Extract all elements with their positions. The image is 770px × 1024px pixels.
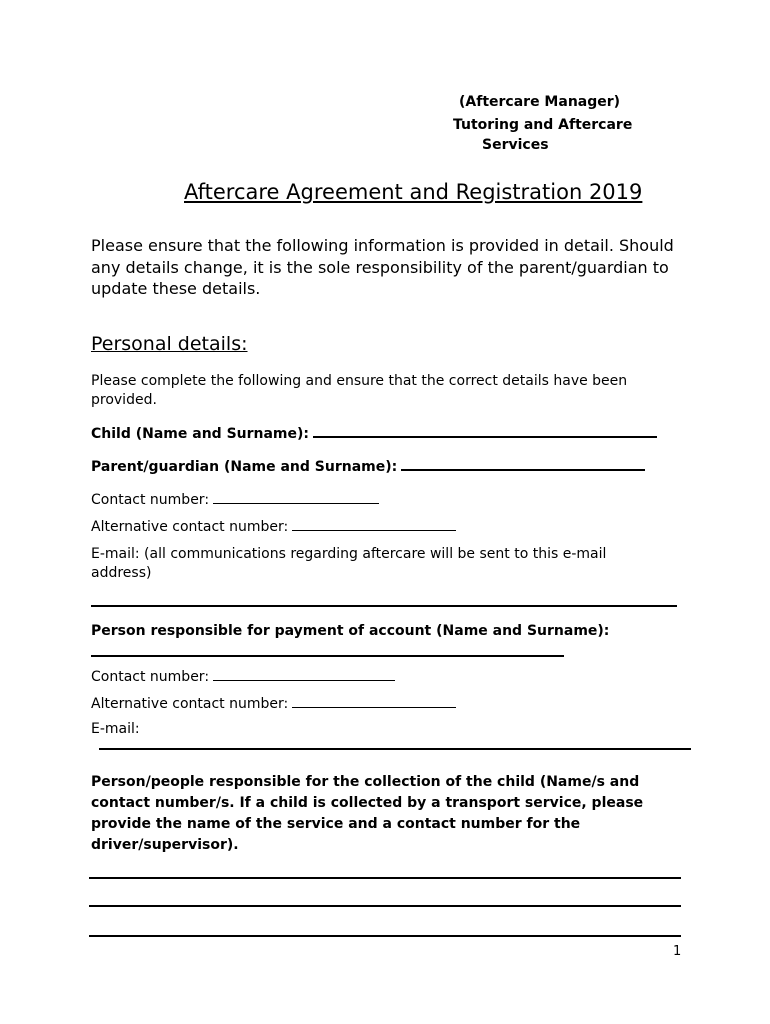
contact-row [91, 490, 379, 508]
collection-line-2[interactable] [89, 905, 681, 907]
collection-line-1[interactable] [89, 877, 681, 879]
alt-contact-number-field[interactable] [292, 517, 456, 531]
parent-row [91, 456, 645, 475]
email-label: E-mail: (all communications regarding aftercare will be sent to this e-mail address) [91, 546, 607, 581]
parent-label: Parent/guardian (Name and Surname): [91, 459, 398, 475]
parent-name-field[interactable] [401, 456, 645, 471]
child-name-field[interactable] [313, 423, 657, 438]
payment-alt-contact-field[interactable] [292, 694, 456, 708]
page-title: Aftercare Agreement and Registration 2019 [184, 180, 643, 204]
contact-label: Contact number: [91, 492, 210, 508]
intro-paragraph: Please ensure that the following information is provided in detail. Should any details change, it is the sole responsibility of the parent/guardian to update these details. [91, 236, 674, 298]
payment-alt-contact-label: Alternative contact number: [91, 696, 289, 712]
personal-instruction: Please complete the following and ensure that the correct details have been provided. [91, 373, 628, 408]
company-name: Tutoring and Aftercare [453, 117, 633, 133]
page-number: 1 [673, 944, 682, 959]
payment-label: Person responsible for payment of account (Name and Surname): [91, 623, 610, 639]
collection-line-3[interactable] [89, 935, 681, 937]
section-heading-personal: Personal details: [91, 333, 248, 355]
payment-email-label: E-mail: [91, 721, 140, 737]
alt-contact-row [91, 517, 456, 535]
manager-title: (Aftercare Manager) [459, 94, 621, 110]
payment-contact-label: Contact number: [91, 669, 210, 685]
child-row [91, 423, 657, 442]
payment-name-field[interactable] [91, 655, 564, 657]
contact-number-field[interactable] [213, 490, 379, 504]
payment-alt-contact-row [91, 694, 456, 712]
company-name-cont: Services [482, 137, 549, 153]
payment-contact-row [91, 667, 395, 685]
collection-label: Person/people responsible for the collection of the child (Name/s and contact number/s. If a child is collected by a transport service, please provide the name of the service and a contact number for the driver/supervisor). [91, 774, 644, 853]
alt-contact-label: Alternative contact number: [91, 519, 289, 535]
payment-email-field[interactable] [99, 748, 691, 750]
email-field[interactable] [91, 605, 677, 607]
child-label: Child (Name and Surname): [91, 426, 310, 442]
payment-contact-field[interactable] [213, 667, 395, 681]
